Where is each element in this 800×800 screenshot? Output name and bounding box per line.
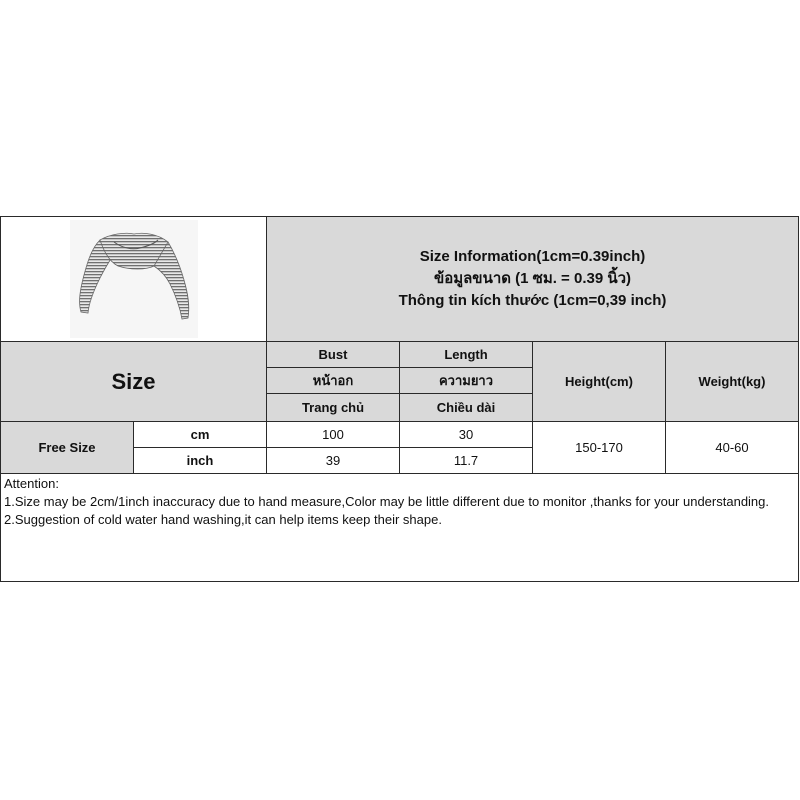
length-header-th (399, 367, 533, 394)
product-image (70, 220, 198, 338)
bust-header-th (266, 367, 400, 394)
length-header-vi (399, 393, 533, 422)
attention-title: Attention: (4, 476, 59, 491)
weight-value-cell (665, 421, 799, 474)
length-label-vi: Chiều dài (436, 400, 496, 415)
length-inch-cell (399, 447, 533, 474)
bust-header-en (266, 341, 400, 368)
length-inch-value: 11.7 (453, 453, 479, 468)
attention-note-1: 1.Size may be 2cm/1inch inaccuracy due to hand measure,Color may be little different due to monitor ,thanks for your understanding. (4, 494, 770, 509)
length-label-en: Length (444, 347, 488, 362)
height-header (532, 341, 666, 422)
height-value-cell (532, 421, 666, 474)
weight-value: 40-60 (715, 440, 749, 455)
unit-cm-cell (133, 421, 267, 448)
size-header-label: Size (111, 368, 156, 394)
length-cm-cell (399, 421, 533, 448)
bust-inch-cell (266, 447, 400, 474)
bust-label-th: หน้าอก (312, 373, 354, 388)
free-size-label: Free Size (38, 440, 96, 455)
length-header-en (399, 341, 533, 368)
bust-label-vi: Trang chủ (301, 400, 365, 415)
bust-cm-value: 100 (322, 427, 344, 442)
unit-inch-label: inch (186, 453, 214, 468)
weight-header (665, 341, 799, 422)
bust-cm-cell (266, 421, 400, 448)
height-label: Height(cm) (565, 374, 633, 389)
bust-inch-value: 39 (325, 453, 341, 468)
weight-label: Weight(kg) (698, 374, 766, 389)
free-size-cell (0, 421, 134, 474)
length-cm-value: 30 (458, 427, 474, 442)
bust-header-vi (266, 393, 400, 422)
unit-inch-cell (133, 447, 267, 474)
size-information-thai: ข้อมูลขนาด (1 ซม. = 0.39 นิ้ว) (433, 270, 632, 287)
attention-notes (0, 473, 799, 582)
size-information-cell (266, 216, 799, 342)
attention-note-2: 2.Suggestion of cold water hand washing,it can help items keep their shape. (4, 512, 442, 527)
unit-cm-label: cm (190, 427, 210, 442)
size-information-title: Size Information(1cm=0.39inch) (419, 248, 646, 265)
product-image-cell (0, 216, 267, 342)
striped-shrug-icon (70, 220, 198, 338)
size-information-vietnamese: Thông tin kích thước (1cm=0,39 inch) (398, 292, 667, 309)
bust-label-en: Bust (318, 347, 348, 362)
size-header (0, 341, 267, 422)
length-label-th: ความยาว (438, 373, 494, 388)
height-value: 150-170 (575, 440, 623, 455)
